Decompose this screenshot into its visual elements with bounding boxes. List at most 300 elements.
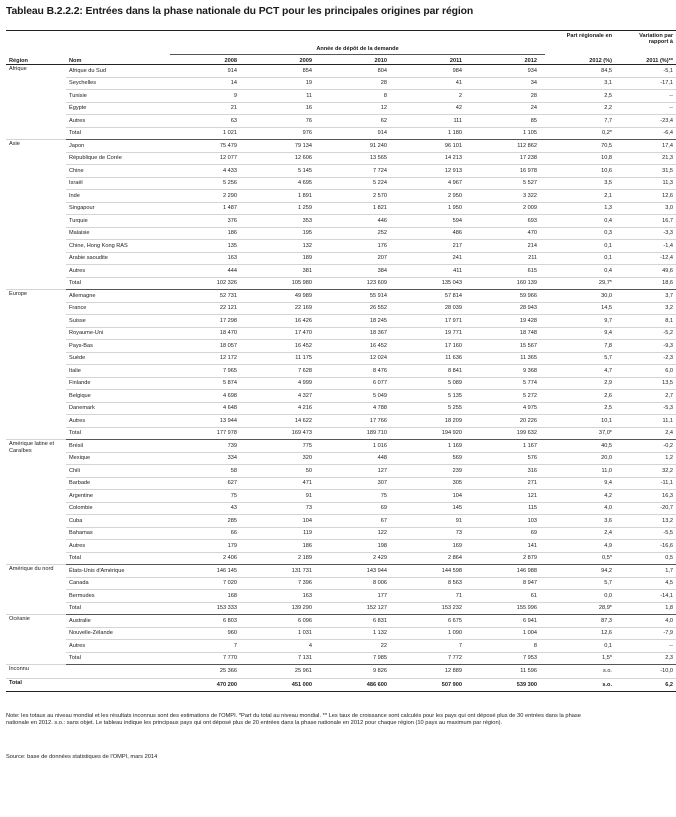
year-value: 1 031 <box>245 627 320 640</box>
year-value: 112 862 <box>470 140 545 153</box>
year-value: 7 772 <box>395 652 470 665</box>
regional-share: 1,5* <box>545 652 622 665</box>
country-name: Inde <box>66 190 170 203</box>
year-value: 4 788 <box>320 402 395 415</box>
year-value: 139 290 <box>245 602 320 615</box>
table-row <box>6 190 676 203</box>
total-row <box>6 127 676 140</box>
variation: -- <box>622 640 676 653</box>
year-value: 7 770 <box>170 652 245 665</box>
year-value: 91 <box>395 515 470 528</box>
year-value: 16 426 <box>245 315 320 328</box>
year-value: 2 570 <box>320 190 395 203</box>
year-value: 448 <box>320 452 395 465</box>
year-value: 4 695 <box>245 177 320 190</box>
year-value: 12 024 <box>320 352 395 365</box>
year-value: 102 326 <box>170 277 245 290</box>
year-value: 6 831 <box>320 615 395 628</box>
table-row <box>6 577 676 590</box>
table-body <box>6 65 676 692</box>
country-name: Nouvelle-Zélande <box>66 627 170 640</box>
variation: 2,7 <box>622 390 676 403</box>
year-value: 2 879 <box>470 552 545 565</box>
country-name: Arabie saoudite <box>66 252 170 265</box>
year-value: 1 180 <box>395 127 470 140</box>
year-value: 7 953 <box>470 652 545 665</box>
table-row <box>6 477 676 490</box>
total-label: Total <box>66 652 170 665</box>
total-label: Total <box>66 127 170 140</box>
regional-share: 84,5 <box>545 65 622 78</box>
year-value: 169 473 <box>245 427 320 440</box>
country-name: Autres <box>66 265 170 278</box>
header-year: 2008 <box>170 54 245 65</box>
year-value: 52 731 <box>170 290 245 303</box>
regional-share: 2,4 <box>545 527 622 540</box>
year-value: 960 <box>170 627 245 640</box>
table-row <box>6 502 676 515</box>
regional-share: 9,4 <box>545 477 622 490</box>
year-value: 160 139 <box>470 277 545 290</box>
header-year: 2009 <box>245 54 320 65</box>
year-value: 189 <box>245 252 320 265</box>
year-value: 2 189 <box>245 552 320 565</box>
year-value: 7 724 <box>320 165 395 178</box>
variation: -10,0 <box>622 665 676 679</box>
year-value: 9 826 <box>320 665 395 679</box>
year-value: 7 965 <box>170 365 245 378</box>
table-row <box>6 315 676 328</box>
region-label: Amérique du nord <box>6 565 66 615</box>
country-name: États-Unis d'Amérique <box>66 565 170 578</box>
year-value: 96 101 <box>395 140 470 153</box>
table-row <box>6 615 676 628</box>
page-title: Tableau B.2.2.2: Entrées dans la phase nationale du PCT pour les principales origines par région <box>6 6 474 17</box>
year-value: 14 213 <box>395 152 470 165</box>
country-name: Autres <box>66 415 170 428</box>
table-row <box>6 340 676 353</box>
total-row <box>6 652 676 665</box>
header-region: Région <box>6 54 66 65</box>
year-value: 15 567 <box>470 340 545 353</box>
year-value: 22 121 <box>170 302 245 315</box>
year-value: 17 238 <box>470 152 545 165</box>
regional-share: 0,1 <box>545 252 622 265</box>
regional-share: 11,0 <box>545 465 622 478</box>
year-value: 207 <box>320 252 395 265</box>
year-value: 91 <box>245 490 320 503</box>
regional-share: 3,1 <box>545 77 622 90</box>
year-value: 1 021 <box>170 127 245 140</box>
regional-share: 12,6 <box>545 627 622 640</box>
variation: -7,9 <box>622 627 676 640</box>
year-value: 381 <box>245 265 320 278</box>
country-name: Chine <box>66 165 170 178</box>
regional-share: 28,9* <box>545 602 622 615</box>
year-value: 16 <box>245 102 320 115</box>
regional-share: 0,3 <box>545 227 622 240</box>
year-value: 75 <box>320 490 395 503</box>
country-name: Italie <box>66 365 170 378</box>
year-value: 153 333 <box>170 602 245 615</box>
country-name: Japon <box>66 140 170 153</box>
year-value: 934 <box>470 65 545 78</box>
table-row <box>6 402 676 415</box>
year-value: 16 978 <box>470 165 545 178</box>
regional-share: 1,3 <box>545 202 622 215</box>
year-value: 1 132 <box>320 627 395 640</box>
year-value: 194 920 <box>395 427 470 440</box>
year-value: 594 <box>395 215 470 228</box>
year-value: 8 <box>320 90 395 103</box>
country-name: France <box>66 302 170 315</box>
variation: -- <box>622 90 676 103</box>
regional-share: 40,5 <box>545 440 622 453</box>
regional-share: 2,5 <box>545 402 622 415</box>
year-value: 28 <box>470 90 545 103</box>
year-value: 1 105 <box>470 127 545 140</box>
year-value: 50 <box>245 465 320 478</box>
variation: -17,1 <box>622 77 676 90</box>
table-row <box>6 265 676 278</box>
year-value: 6 803 <box>170 615 245 628</box>
year-value: 17 470 <box>245 327 320 340</box>
year-value: 6 675 <box>395 615 470 628</box>
year-value: 8 947 <box>470 577 545 590</box>
regional-share: 2,1 <box>545 190 622 203</box>
year-value: 21 <box>170 102 245 115</box>
country-name: Chili <box>66 465 170 478</box>
year-value: 153 232 <box>395 602 470 615</box>
year-value: 4 433 <box>170 165 245 178</box>
year-value: 1 016 <box>320 440 395 453</box>
year-value: 411 <box>395 265 470 278</box>
year-value: 179 <box>170 540 245 553</box>
year-value: 176 <box>320 240 395 253</box>
regional-share: 0,1 <box>545 240 622 253</box>
year-value: 486 600 <box>320 678 395 692</box>
year-value: 486 <box>395 227 470 240</box>
country-name: Suède <box>66 352 170 365</box>
year-value: 91 240 <box>320 140 395 153</box>
year-value: 163 <box>170 252 245 265</box>
year-value: 5 527 <box>470 177 545 190</box>
year-value: 8 563 <box>395 577 470 590</box>
table-row <box>6 115 676 128</box>
country-name: Pays-Bas <box>66 340 170 353</box>
total-label: Total <box>66 602 170 615</box>
year-value: 5 874 <box>170 377 245 390</box>
year-value: 22 <box>320 640 395 653</box>
year-value: 18 470 <box>170 327 245 340</box>
year-value: 17 766 <box>320 415 395 428</box>
table-row <box>6 440 676 453</box>
table-row <box>6 215 676 228</box>
year-value: 2 009 <box>470 202 545 215</box>
year-value: 17 971 <box>395 315 470 328</box>
year-value: 111 <box>395 115 470 128</box>
regional-share: 3,6 <box>545 515 622 528</box>
year-value: 18 367 <box>320 327 395 340</box>
header-row-1 <box>6 31 676 46</box>
year-value: 8 <box>470 640 545 653</box>
variation: 32,2 <box>622 465 676 478</box>
table-row <box>6 327 676 340</box>
country-name: Afrique du Sud <box>66 65 170 78</box>
year-value: 186 <box>170 227 245 240</box>
year-value: 1 167 <box>470 440 545 453</box>
variation: 3,2 <box>622 302 676 315</box>
country-name: Autres <box>66 540 170 553</box>
country-name: Australie <box>66 615 170 628</box>
year-value: 131 731 <box>245 565 320 578</box>
regional-share: 4,7 <box>545 365 622 378</box>
table-row <box>6 177 676 190</box>
year-value: 241 <box>395 252 470 265</box>
regional-share: 10,6 <box>545 165 622 178</box>
variation: 49,6 <box>622 265 676 278</box>
year-value: 59 966 <box>470 290 545 303</box>
table-row <box>6 227 676 240</box>
total-label: Total <box>66 552 170 565</box>
source-note: Source: base de données statistiques de l'OMPI, mars 2014 <box>6 754 158 760</box>
year-value: 5 774 <box>470 377 545 390</box>
year-value: 854 <box>245 65 320 78</box>
variation: -0,2 <box>622 440 676 453</box>
year-value: 11 596 <box>470 665 545 679</box>
year-value: 984 <box>395 65 470 78</box>
year-value: 914 <box>170 65 245 78</box>
year-value: 20 226 <box>470 415 545 428</box>
table-row <box>6 252 676 265</box>
year-value: 376 <box>170 215 245 228</box>
year-value: 4 <box>245 640 320 653</box>
region-label: Total <box>6 678 66 692</box>
year-value: 334 <box>170 452 245 465</box>
regional-share: 3,5 <box>545 177 622 190</box>
year-value: 7 020 <box>170 577 245 590</box>
table-row <box>6 627 676 640</box>
data-table <box>6 30 676 692</box>
table-row <box>6 90 676 103</box>
country-name: Seychelles <box>66 77 170 90</box>
year-value: 19 771 <box>395 327 470 340</box>
country-name: Bermudes <box>66 590 170 603</box>
regional-share: 0,0 <box>545 590 622 603</box>
variation: 12,6 <box>622 190 676 203</box>
table-row <box>6 377 676 390</box>
year-value: 5 049 <box>320 390 395 403</box>
country-name: Barbade <box>66 477 170 490</box>
year-value: 19 428 <box>470 315 545 328</box>
table-row <box>6 390 676 403</box>
regional-share: 20,0 <box>545 452 622 465</box>
header-year: 2012 <box>470 54 545 65</box>
regional-share: 2,2 <box>545 102 622 115</box>
table-row <box>6 165 676 178</box>
regional-share: 5,7 <box>545 352 622 365</box>
region-label: Océanie <box>6 615 66 665</box>
variation: 6,0 <box>622 365 676 378</box>
variation: 31,5 <box>622 165 676 178</box>
variation: 4,5 <box>622 577 676 590</box>
year-value: 4 216 <box>245 402 320 415</box>
regional-share: 7,7 <box>545 115 622 128</box>
year-value: 63 <box>170 115 245 128</box>
year-value: 2 <box>395 90 470 103</box>
year-value: 804 <box>320 65 395 78</box>
region-label: Inconnu <box>6 665 66 679</box>
country-name <box>66 678 170 692</box>
regional-share: s.o. <box>545 678 622 692</box>
total-label: Total <box>66 427 170 440</box>
variation: -14,1 <box>622 590 676 603</box>
year-value: 12 077 <box>170 152 245 165</box>
regional-share: 14,5 <box>545 302 622 315</box>
year-value: 775 <box>245 440 320 453</box>
year-value: 11 636 <box>395 352 470 365</box>
year-value: 17 160 <box>395 340 470 353</box>
table-row <box>6 515 676 528</box>
country-name: Autres <box>66 640 170 653</box>
year-value: 4 648 <box>170 402 245 415</box>
variation: 11,1 <box>622 415 676 428</box>
year-value: 195 <box>245 227 320 240</box>
year-value: 576 <box>470 452 545 465</box>
year-value: 5 089 <box>395 377 470 390</box>
year-value: 18 245 <box>320 315 395 328</box>
year-value: 75 479 <box>170 140 245 153</box>
regional-share: 2,6 <box>545 390 622 403</box>
variation: -5,3 <box>622 402 676 415</box>
year-value: 19 <box>245 77 320 90</box>
year-value: 1 090 <box>395 627 470 640</box>
year-value: 146 988 <box>470 565 545 578</box>
year-value: 144 598 <box>395 565 470 578</box>
regional-share: 9,4 <box>545 327 622 340</box>
regional-share: 0,1 <box>545 640 622 653</box>
year-value: 5 256 <box>170 177 245 190</box>
header-share-year: 2012 (%) <box>545 54 622 65</box>
year-value: 3 322 <box>470 190 545 203</box>
year-value: 155 996 <box>470 602 545 615</box>
year-value: 1 891 <box>245 190 320 203</box>
regional-share: 0,4 <box>545 215 622 228</box>
year-value: 252 <box>320 227 395 240</box>
variation: -9,3 <box>622 340 676 353</box>
year-value: 316 <box>470 465 545 478</box>
year-value: 145 <box>395 502 470 515</box>
country-name: Chine, Hong Kong RAS <box>66 240 170 253</box>
variation: -5,1 <box>622 65 676 78</box>
year-value: 4 967 <box>395 177 470 190</box>
header-year: 2010 <box>320 54 395 65</box>
regional-share: 10,1 <box>545 415 622 428</box>
year-value: 470 200 <box>170 678 245 692</box>
country-name: Malaisie <box>66 227 170 240</box>
year-value: 12 889 <box>395 665 470 679</box>
variation: 11,3 <box>622 177 676 190</box>
year-value: 198 <box>320 540 395 553</box>
year-value: 214 <box>470 240 545 253</box>
year-value: 12 606 <box>245 152 320 165</box>
year-value: 1 169 <box>395 440 470 453</box>
country-name: Colombie <box>66 502 170 515</box>
year-value: 1 004 <box>470 627 545 640</box>
year-value: 13 565 <box>320 152 395 165</box>
year-value: 24 <box>470 102 545 115</box>
table-row <box>6 540 676 553</box>
country-name: Argentine <box>66 490 170 503</box>
total-row <box>6 602 676 615</box>
regional-share: 5,7 <box>545 577 622 590</box>
year-value: 693 <box>470 215 545 228</box>
year-value: 143 944 <box>320 565 395 578</box>
table-row <box>6 152 676 165</box>
country-name: Égypte <box>66 102 170 115</box>
table-row <box>6 465 676 478</box>
year-value: 7 131 <box>245 652 320 665</box>
regional-share: 7,8 <box>545 340 622 353</box>
year-value: 123 609 <box>320 277 395 290</box>
variation: 2,3 <box>622 652 676 665</box>
table-row <box>6 352 676 365</box>
variation: 1,8 <box>622 602 676 615</box>
year-value: 58 <box>170 465 245 478</box>
year-value: 6 077 <box>320 377 395 390</box>
variation: 3,7 <box>622 290 676 303</box>
variation: 18,6 <box>622 277 676 290</box>
year-value: 7 628 <box>245 365 320 378</box>
variation: -- <box>622 102 676 115</box>
year-value: 12 172 <box>170 352 245 365</box>
year-value: 451 000 <box>245 678 320 692</box>
table-row <box>6 365 676 378</box>
year-value: 43 <box>170 502 245 515</box>
year-value: 9 <box>170 90 245 103</box>
year-value: 1 259 <box>245 202 320 215</box>
country-name: Canada <box>66 577 170 590</box>
variation: -6,4 <box>622 127 676 140</box>
year-value: 4 975 <box>470 402 545 415</box>
notes: Note: les totaux au niveau mondial et les résultats inconnus sont des estimations de l'OMPI. *Part du total au niveau mondial. ** Les taux de croissance sont calculés pour les pays qui ont déposé plus de 30 entrées dans la phase nationale en 2012. s.o.: sans objet. Le tableau indique les principaux pays qui ont déposé plus de 20 entrées dans la phase nationale en 2012 pour chaque région (10 pays au maximum par région). <box>6 713 581 727</box>
variation: -3,3 <box>622 227 676 240</box>
country-name: Suisse <box>66 315 170 328</box>
regional-share: 10,8 <box>545 152 622 165</box>
year-value: 49 989 <box>245 290 320 303</box>
header-name: Nom <box>66 54 170 65</box>
variation: 16,7 <box>622 215 676 228</box>
year-value: 285 <box>170 515 245 528</box>
year-value: 7 396 <box>245 577 320 590</box>
year-value: 217 <box>395 240 470 253</box>
year-value: 2 290 <box>170 190 245 203</box>
year-value: 8 476 <box>320 365 395 378</box>
year-value: 79 134 <box>245 140 320 153</box>
table-row <box>6 490 676 503</box>
variation: 8,1 <box>622 315 676 328</box>
table-row <box>6 527 676 540</box>
year-value: 12 <box>320 102 395 115</box>
year-value: 141 <box>470 540 545 553</box>
variation: -5,2 <box>622 327 676 340</box>
variation: -11,1 <box>622 477 676 490</box>
year-value: 163 <box>245 590 320 603</box>
year-value: 14 <box>170 77 245 90</box>
variation: 3,0 <box>622 202 676 215</box>
year-value: 34 <box>470 77 545 90</box>
year-value: 14 622 <box>245 415 320 428</box>
